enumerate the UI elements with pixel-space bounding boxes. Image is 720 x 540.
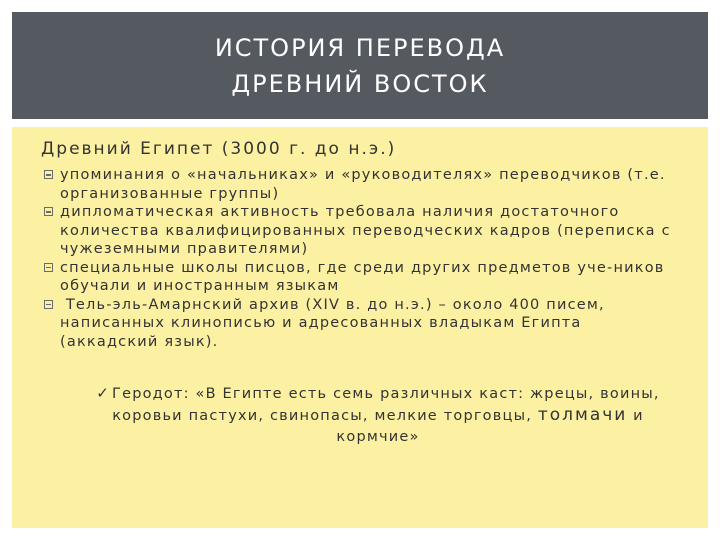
herodotus-quote (72, 383, 684, 448)
bullet-text: Тель-эль-Амарнский архив (XIV в. до н.э.) – около 400 писем, написанных клинописью и адресованных владыкам Египта (аккадский язык). (60, 296, 611, 350)
bullet-text: упоминания о «начальниках» и «руководителях» переводчиков (т.е. организованные группы) (60, 167, 666, 202)
content-panel (12, 127, 708, 528)
square-bullet-icon (44, 170, 53, 179)
bullet-item (44, 166, 684, 203)
quote-text-after: и кормчие» (336, 408, 644, 445)
square-bullet-icon (44, 207, 53, 216)
bullet-list (44, 166, 684, 351)
bullet-item (44, 296, 684, 352)
bullet-item (44, 259, 684, 296)
quote-highlight: толмачи (537, 405, 628, 425)
square-bullet-icon (44, 300, 53, 309)
checkmark-icon: ✓ (96, 384, 111, 402)
bullet-item (44, 203, 684, 259)
quote-text-before: Геродот: «В Египте есть семь различных каст: жрецы, воины, коровьи пастухи, свинопасы, мелкие торговцы, (112, 386, 660, 424)
title-header (12, 12, 708, 119)
square-bullet-icon (44, 263, 53, 272)
bullet-text: специальные школы писцов, где среди других предметов уче-ников обучали и иностранным языкам (60, 259, 665, 294)
title-line-1: ИСТОРИЯ ПЕРЕВОДА (214, 33, 506, 62)
title-line-2: ДРЕВНИЙ ВОСТОК (231, 69, 489, 98)
section-subtitle: Древний Египет (3000 г. до н.э.) (41, 139, 397, 159)
bullet-text: дипломатическая активность требовала наличия достаточного количества квалифицированных переводческих кадров (переписка с чужеземными правителями) (60, 204, 671, 257)
